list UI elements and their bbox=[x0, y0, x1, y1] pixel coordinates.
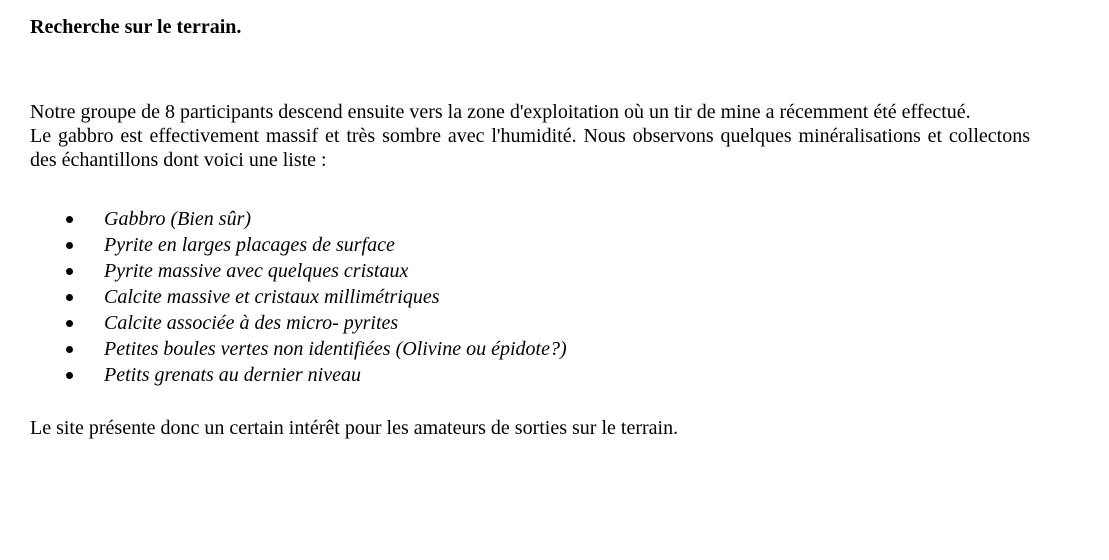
bullet-icon bbox=[66, 372, 73, 379]
bullet-icon bbox=[66, 268, 73, 275]
list-item bbox=[30, 336, 1030, 362]
list-item-text: Pyrite massive avec quelques cristaux bbox=[104, 260, 409, 282]
list-item bbox=[30, 232, 1030, 258]
bullet-icon bbox=[66, 242, 73, 249]
list-item bbox=[30, 258, 1030, 284]
list-item-text: Pyrite en larges placages de surface bbox=[104, 234, 395, 256]
bullet-icon bbox=[66, 216, 73, 223]
list-item-text: Calcite associée à des micro- pyrites bbox=[104, 312, 399, 334]
list-item-text: Petites boules vertes non identifiées (Olivine ou épidote?) bbox=[104, 338, 567, 360]
list-item-text: Gabbro (Bien sûr) bbox=[104, 208, 252, 230]
list-item bbox=[30, 206, 1030, 232]
closing-paragraph: Le site présente donc un certain intérêt pour les amateurs de sorties sur le terrain. bbox=[30, 417, 679, 439]
list-item bbox=[30, 284, 1030, 310]
document-title: Recherche sur le terrain. bbox=[30, 16, 242, 38]
list-item bbox=[30, 310, 1030, 336]
paragraph-descent: Notre groupe de 8 participants descend ensuite vers la zone d'exploitation où un tir de mine a récemment été effectué. bbox=[30, 101, 971, 123]
sample-list bbox=[30, 206, 1030, 388]
bullet-icon bbox=[66, 346, 73, 353]
document-page bbox=[30, 14, 1030, 440]
paragraph-observations: Le gabbro est effectivement massif et très sombre avec l'humidité. Nous observons quelques minéralisations et collectons des échantillons dont voici une liste : bbox=[30, 125, 1030, 171]
list-item bbox=[30, 362, 1030, 388]
bullet-icon bbox=[66, 294, 73, 301]
bullet-icon bbox=[66, 320, 73, 327]
list-item-text: Petits grenats au dernier niveau bbox=[104, 364, 361, 386]
list-item-text: Calcite massive et cristaux millimétriques bbox=[104, 286, 440, 308]
